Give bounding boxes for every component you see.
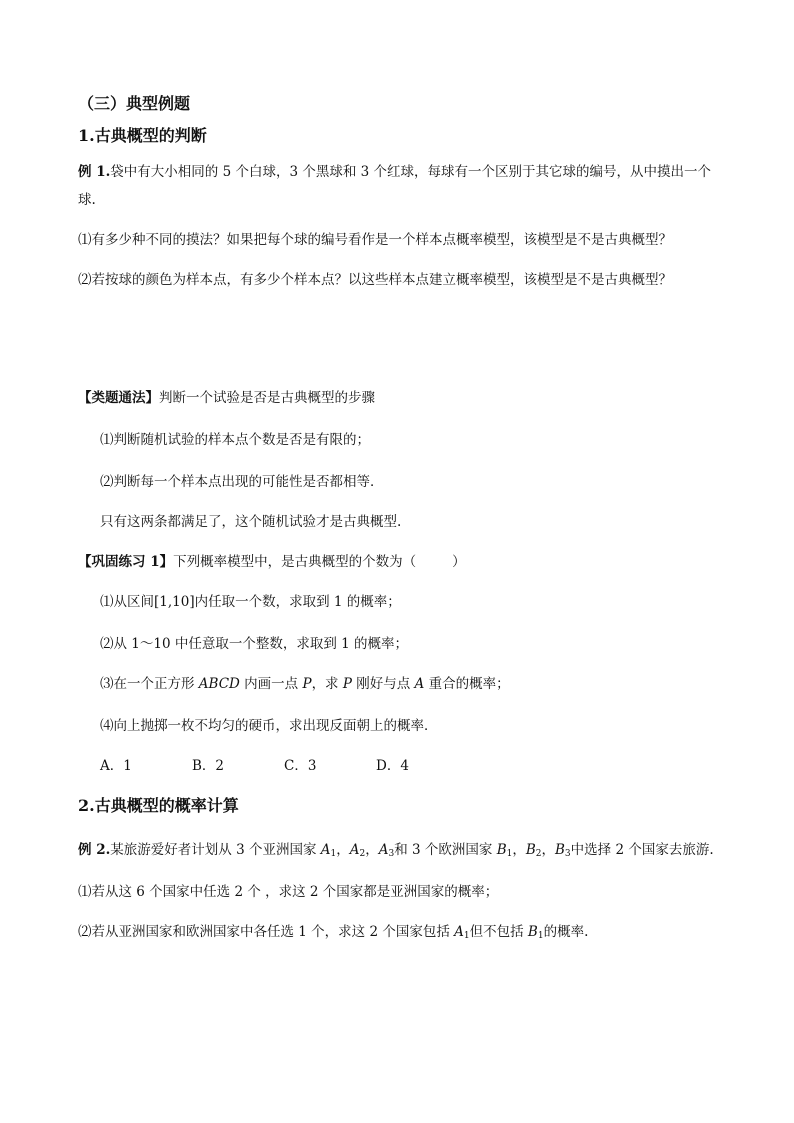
sub-3: 3 bbox=[564, 849, 571, 859]
item3-text-c: ，求 bbox=[311, 676, 343, 692]
example1-text1: 袋中有大小相同的 5 个白球，3 个黑球和 3 个红球，每球有一个区别于其它球的编号，从中摸出一个 bbox=[110, 164, 712, 180]
item3-square: ABCD bbox=[198, 676, 240, 692]
method-step2: ⑵判断每一个样本点出现的可能性是否都相等． bbox=[100, 474, 384, 490]
practice1-heading bbox=[78, 552, 466, 572]
example1-label: 例 1. bbox=[78, 164, 111, 180]
item3-point-a: A bbox=[414, 676, 425, 692]
example2-text-c: 中选择 2 个国家去旅游. bbox=[570, 842, 714, 858]
country-a1: A bbox=[320, 842, 331, 858]
sub-1: 1 bbox=[537, 931, 544, 941]
example2-q2 bbox=[78, 922, 588, 942]
practice1-options bbox=[100, 756, 468, 776]
practice1-item3 bbox=[100, 674, 510, 694]
example2-text-a: 某旅游爱好者计划从 3 个亚洲国家 bbox=[110, 842, 321, 858]
country-a3: A bbox=[378, 842, 389, 858]
sep: ， bbox=[541, 842, 555, 858]
country-a2: A bbox=[349, 842, 360, 858]
sub-2: 2 bbox=[359, 849, 366, 859]
practice1-close-paren: ） bbox=[452, 554, 466, 570]
option-d: D．4 bbox=[376, 758, 409, 774]
example2-label: 例 2. bbox=[78, 842, 111, 858]
sep: ， bbox=[365, 842, 379, 858]
option-b: B．2 bbox=[192, 758, 225, 774]
item3-point-p: P bbox=[302, 676, 312, 692]
example1-line1 bbox=[78, 162, 711, 182]
q2-country-a1: A bbox=[454, 924, 464, 940]
sep: ， bbox=[336, 842, 350, 858]
method-label: 【类题通法】 bbox=[78, 390, 159, 406]
practice1-label: 【巩固练习 1】 bbox=[78, 554, 174, 570]
sub-2: 2 bbox=[535, 849, 542, 859]
sub-1: 1 bbox=[330, 849, 337, 859]
example2-line bbox=[78, 840, 714, 860]
option-c: C．3 bbox=[284, 758, 317, 774]
q2-country-b1: B bbox=[527, 924, 538, 940]
country-b3: B bbox=[555, 842, 565, 858]
method-conclusion: 只有这两条都满足了，这个随机试验才是古典概型. bbox=[100, 514, 402, 530]
example1-q1: ⑴有多少种不同的摸法？如果把每个球的编号看作是一个样本点概率模型，该模型是不是古典概型？ bbox=[78, 232, 672, 248]
example2-q2-b: 但不包括 bbox=[469, 924, 528, 940]
sub-3: 3 bbox=[388, 849, 395, 859]
sub-1: 1 bbox=[463, 931, 470, 941]
item3-text-a: ⑶在一个正方形 bbox=[100, 676, 199, 692]
item3-text-b: 内画一点 bbox=[239, 676, 303, 692]
example2-text-b: 和 3 个欧洲国家 bbox=[394, 842, 497, 858]
sub-1: 1 bbox=[506, 849, 513, 859]
method-heading bbox=[78, 388, 375, 408]
example1-q2: ⑵若按球的颜色为样本点，有多少个样本点？以这些样本点建立概率模型，该模型是不是古典概型？ bbox=[78, 272, 672, 288]
item3-text-e: 重合的概率； bbox=[424, 676, 510, 692]
country-b2: B bbox=[525, 842, 536, 858]
practice1-item2: ⑵从 1～10 中任意取一个整数，求取到 1 的概率； bbox=[100, 636, 409, 652]
example2-q1: ⑴若从这 6 个国家中任选 2 个 ，求这 2 个国家都是亚洲国家的概率； bbox=[78, 884, 499, 900]
example2-q2-c: 的概率. bbox=[543, 924, 589, 940]
practice1-item1: ⑴从区间[1,10]内任取一个数，求取到 1 的概率； bbox=[100, 594, 401, 610]
example1-line2: 球. bbox=[78, 192, 96, 208]
section-title: （三）典型例题 bbox=[78, 94, 191, 113]
country-b1: B bbox=[496, 842, 507, 858]
item3-text-d: 刚好与点 bbox=[351, 676, 415, 692]
item3-point-p2: P bbox=[342, 676, 352, 692]
method-step1: ⑴判断随机试验的样本点个数是否是有限的； bbox=[100, 432, 370, 448]
topic2-title: 2.古典概型的概率计算 bbox=[78, 796, 239, 815]
example2-q2-a: ⑵若从亚洲国家和欧洲国家中各任选 1 个，求这 2 个国家包括 bbox=[78, 924, 455, 940]
practice1-question: 下列概率模型中，是古典概型的个数为（ bbox=[173, 554, 417, 570]
option-a: A．1 bbox=[100, 758, 132, 774]
practice1-item4: ⑷向上抛掷一枚不均匀的硬币，求出现反面朝上的概率． bbox=[100, 718, 438, 734]
method-title: 判断一个试验是否是古典概型的步骤 bbox=[159, 390, 375, 406]
topic1-title: 1.古典概型的判断 bbox=[78, 126, 207, 145]
sep: ， bbox=[512, 842, 526, 858]
